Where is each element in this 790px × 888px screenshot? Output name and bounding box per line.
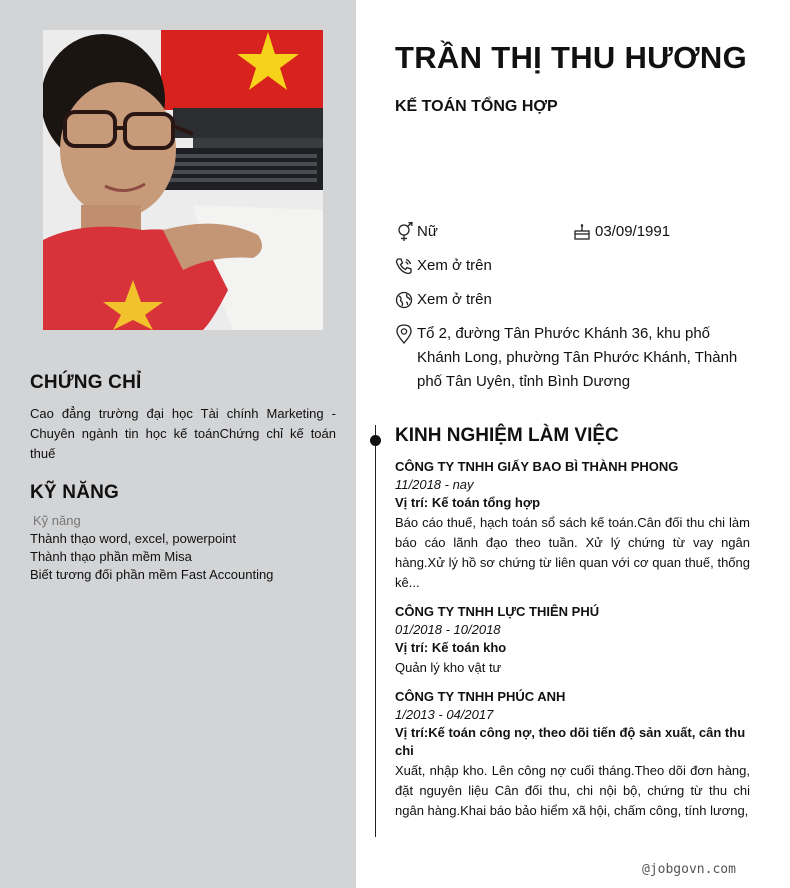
certificates-heading: CHỨNG CHỈ xyxy=(30,372,142,393)
phone-icon xyxy=(395,254,417,278)
job-period: 11/2018 - nay xyxy=(395,477,474,492)
job-description: Báo cáo thuế, hạch toán sổ sách kế toán.Cân đối thu chi làm báo cáo lãnh đạo theo tuần. Xử lý chứng từ vay ngân hàng.Xử lý hồ sơ chứng từ liên quan với cơ quan thuế, thống kê... xyxy=(395,515,750,590)
job-period: 01/2018 - 10/2018 xyxy=(395,622,501,637)
certificates-section xyxy=(30,372,336,464)
profile-photo xyxy=(43,30,323,330)
job-entry xyxy=(395,458,750,593)
phone-value: Xem ở trên xyxy=(417,257,492,274)
phone-row xyxy=(395,254,492,278)
experience-list xyxy=(395,458,750,831)
watermark: @jobgovn.com xyxy=(642,862,736,877)
gender-icon xyxy=(395,220,417,244)
job-entry xyxy=(395,603,750,678)
birthdate-value: 03/09/1991 xyxy=(595,223,671,240)
job-description: Xuất, nhập kho. Lên công nợ cuối tháng.Theo dõi đơn hàng, đặt nguyên liệu Cân đối thu, chi nội bộ, chứng từ thu chi ngân hàng.Khai báo bảo hiểm xã hội, chấm công, tính lương, xyxy=(395,763,750,818)
skills-list xyxy=(30,530,336,584)
cake-icon xyxy=(573,220,595,244)
birthdate-row xyxy=(573,220,670,244)
website-value: Xem ở trên xyxy=(417,291,492,308)
gender-row xyxy=(395,220,438,244)
gender-value: Nữ xyxy=(417,223,438,240)
job-entry xyxy=(395,688,750,821)
job-position: Vị trí: Kế toán tổng hợp xyxy=(395,495,541,510)
timeline-line xyxy=(375,425,376,837)
location-pin-icon xyxy=(395,322,417,346)
skill-item: Thành thạo word, excel, powerpoint xyxy=(30,531,236,546)
job-company: CÔNG TY TNHH LỰC THIÊN PHÚ xyxy=(395,604,600,619)
job-period: 1/2013 - 04/2017 xyxy=(395,707,494,722)
job-description: Quản lý kho vật tư xyxy=(395,660,502,675)
address-value: Tổ 2, đường Tân Phước Khánh 36, khu phố Khánh Long, phường Tân Phước Khánh, Thành phố Tân Uyên, tỉnh Bình Dương xyxy=(417,325,738,390)
job-position: Vị trí:Kế toán công nợ, theo dõi tiến độ sản xuất, cân thu chi xyxy=(395,725,746,758)
skill-item: Thành thạo phần mềm Misa xyxy=(30,549,192,564)
timeline-dot xyxy=(370,435,381,446)
job-position: Vị trí: Kế toán kho xyxy=(395,640,507,655)
certificates-text: Cao đẳng trường đại học Tài chính Marketing - Chuyên ngành tin học kế toánChứng chỉ kế toán thuế xyxy=(30,406,336,461)
job-company: CÔNG TY TNHH GIẤY BAO BÌ THÀNH PHONG xyxy=(395,459,679,474)
skill-item: Biết tương đối phần mềm Fast Accounting xyxy=(30,567,274,582)
globe-icon xyxy=(395,288,417,312)
address-row xyxy=(395,322,745,394)
skills-heading: KỸ NĂNG xyxy=(30,482,120,503)
candidate-name: TRẦN THỊ THU HƯƠNG xyxy=(395,40,748,75)
job-title: KẾ TOÁN TỔNG HỢP xyxy=(395,98,558,115)
skills-subheading: Kỹ năng xyxy=(33,513,81,528)
skills-section xyxy=(30,482,336,584)
job-company: CÔNG TY TNHH PHÚC ANH xyxy=(395,689,566,704)
experience-heading: KINH NGHIỆM LÀM VIỆC xyxy=(395,425,619,446)
website-row xyxy=(395,288,492,312)
